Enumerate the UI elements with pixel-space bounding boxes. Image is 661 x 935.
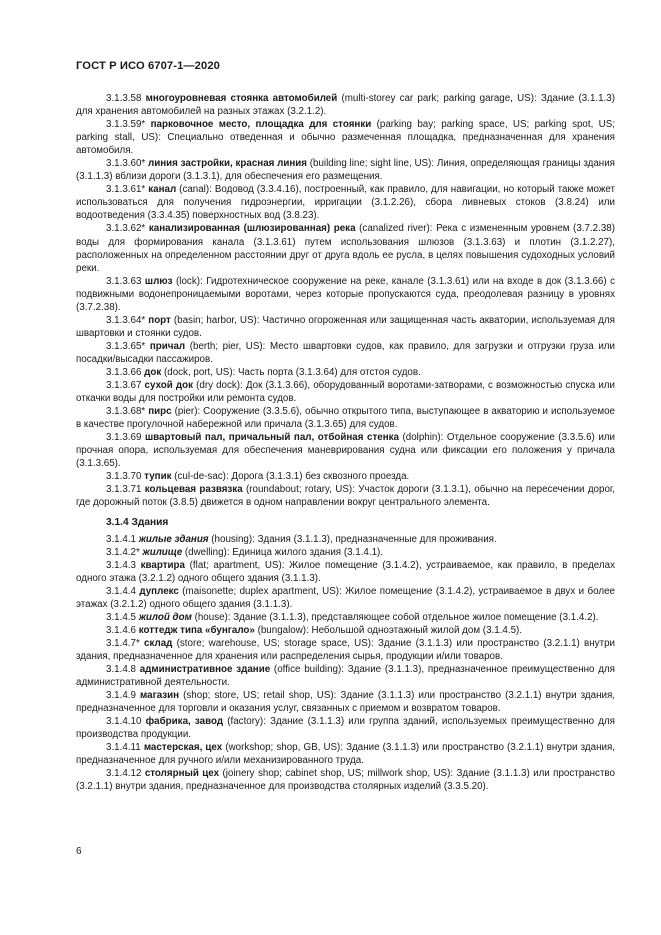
entry-number: 3.1.3.59* [106, 119, 146, 131]
definition-entry [76, 118, 615, 157]
document-body [76, 92, 615, 793]
entry-definition: (basin; harbor, US): Частично огороженная или защищенная часть акватории, используемая для швартовки и стоянки судов. [76, 314, 615, 339]
entry-term: канал [148, 184, 177, 196]
entry-term: магазин [140, 690, 180, 702]
definition-entry [76, 483, 615, 509]
entry-term: жилые здания [138, 533, 209, 545]
entry-definition: (joinery shop; cabinet shop, US; millwork shop, US): Здание (3.1.1.3) или пространство (3.2.1.1) внутри здания, предназначенное для производства столярных изделий (3.3.5.20). [76, 768, 615, 793]
entry-term: квартира [140, 559, 185, 571]
entry-definition: (lock): Гидротехническое сооружение на реке, канале (3.1.3.61) или на входе в док (3.1.3.66) с подвижными водонепроницаемыми воротами, через которые пропускаются суда, преодолевая разницу в уровнях (3.7.2.38). [76, 275, 615, 313]
entry-term: шлюз [144, 275, 173, 287]
entry-term: склад [144, 637, 173, 649]
entry-number: 3.1.3.71 [106, 484, 142, 496]
entry-definition: (maisonette; duplex apartment, US): Жилое помещение (3.1.4.2), устраиваемое в двух и более этажах (3.2.1.2) одного общего здания (3.1.1.3). [76, 585, 615, 610]
entry-definition: (office building): Здание (3.1.1.3), предназначенное преимущественно для административной деятельности. [76, 664, 615, 689]
entry-number: 3.1.4.6 [106, 624, 136, 636]
definition-entry [76, 741, 615, 767]
entry-number: 3.1.4.8 [106, 664, 136, 676]
entry-number: 3.1.4.12 [106, 768, 142, 780]
entry-definition: (store; warehouse, US; storage space, US): Здание (3.1.1.3) или пространство (3.2.1.1) внутри здания, предназначенное для хранения или распределения сырья, продукции и/или товаров. [76, 637, 615, 662]
entry-term: сухой док [144, 380, 193, 392]
entry-definition: (dock, port, US): Часть порта (3.1.3.64) для отстоя судов. [161, 366, 421, 378]
entry-number: 3.1.4.3 [106, 559, 136, 571]
entry-term: причал [149, 340, 186, 352]
entry-term: линия застройки, красная линия [148, 158, 308, 170]
definition-entry [76, 405, 615, 431]
entries-part-b [76, 533, 615, 794]
entry-definition: (bungalow): Небольшой одноэтажный жилой дом (3.1.4.5). [254, 624, 523, 636]
definition-entry [76, 637, 615, 663]
definition-entry [76, 663, 615, 689]
entry-term: мастерская, цех [143, 742, 223, 754]
entry-number: 3.1.4.7* [106, 637, 140, 649]
entry-number: 3.1.3.65* [106, 340, 146, 352]
entry-definition: (workshop; shop, GB, US): Здание (3.1.1.3) или пространство (3.2.1.1) внутри здания, предназначенное для ручного и/или механизированного труда. [76, 742, 615, 767]
definition-entry [76, 546, 615, 559]
entry-term: столярный цех [144, 768, 220, 780]
entry-definition: (roundabout; rotary, US): Участок дороги (3.1.3.1), обычно на пересечении дорог, где дорожный поток (3.8.5) движется в одном направлении вокруг центрального элемента. [76, 484, 615, 509]
entry-number: 3.1.3.64* [106, 314, 146, 326]
entry-definition: (multi-storey car park; parking garage, US): Здание (3.1.1.3) для хранения автомобилей на разных этажах (3.2.1.2). [76, 93, 615, 118]
definition-entry [76, 314, 615, 340]
entry-definition: (building line; sight line, US): Линия, определяющая границы здания (3.1.1.3) вблизи дороги (3.1.3.1), для обеспечения его размещения. [76, 158, 615, 183]
entry-number: 3.1.4.2* [106, 546, 140, 558]
entry-number: 3.1.3.62* [106, 223, 146, 235]
definition-entry [76, 366, 615, 379]
definition-entry [76, 611, 615, 624]
entry-number: 3.1.4.1 [106, 533, 136, 545]
entry-term: жилой дом [138, 611, 192, 623]
entry-definition: (pier): Сооружение (3.3.5.6), обычно открытого типа, выступающее в акваторию и используемое в качестве прогулочной набережной или причала (3.1.3.65) для судов. [76, 406, 615, 431]
entry-term: дуплекс [139, 585, 179, 597]
entry-number: 3.1.3.60* [106, 158, 146, 170]
entry-term: жилище [142, 546, 183, 558]
definition-entry [76, 533, 615, 546]
entry-number: 3.1.4.11 [106, 742, 141, 754]
entry-number: 3.1.4.5 [106, 611, 136, 623]
definition-entry [76, 624, 615, 637]
definition-entry [76, 379, 615, 405]
entry-term: тупик [144, 471, 172, 483]
entry-number: 3.1.4.10 [106, 716, 142, 728]
entry-number: 3.1.3.70 [106, 471, 142, 483]
entry-number: 3.1.3.68* [106, 406, 146, 418]
entry-definition: (dwelling): Единица жилого здания (3.1.4.1). [182, 546, 384, 558]
definition-entry [76, 559, 615, 585]
definition-entry [76, 715, 615, 741]
entries-part-a [76, 92, 615, 510]
entry-term: пирс [148, 406, 172, 418]
entry-definition: (housing): Здания (3.1.1.3), предназначенные для проживания. [208, 533, 497, 545]
definition-entry [76, 183, 615, 222]
definition-entry [76, 767, 615, 793]
definition-entry [76, 275, 615, 314]
entry-term: парковочное место, площадка для стоянки [150, 119, 372, 131]
definition-entry [76, 157, 615, 183]
entry-term: кольцевая развязка [144, 484, 243, 496]
section-title: 3.1.4 Здания [106, 516, 169, 528]
definition-entry [76, 431, 615, 470]
entry-definition: (parking bay; parking space, US; parking spot, US; parking stall, US): Специально отведенная и обычно размеченная площадка, предназначенная для хранения автомобиля. [76, 119, 616, 157]
entry-number: 3.1.3.67 [106, 380, 142, 392]
entry-term: порт [148, 314, 171, 326]
entry-definition: (factory): Здание (3.1.1.3) или группа зданий, используемых преимущественно для производства продукции. [76, 716, 615, 741]
entry-term: коттедж типа «бунгало» [138, 624, 255, 636]
entry-definition: (canalized river): Река с измененным уровнем (3.7.2.38) воды для формирования канала (3.1.3.61) путем использования шлюзов (3.1.3.63) и плотин (3.1.2.27), расположенных на определенном расстоянии друг от друга вдоль ее русла, в целях повышения судоходных условий реки. [76, 223, 615, 274]
entry-term: многоуровневая стоянка автомобилей [145, 93, 338, 104]
page-number: 6 [76, 846, 82, 857]
definition-entry [76, 222, 615, 274]
entry-definition: (dry dock): Док (3.1.3.66), оборудованный воротами-затворами, с возможностью спуска или откачки воды для постройки или ремонта судов. [76, 380, 615, 405]
entry-number: 3.1.4.9 [106, 690, 136, 702]
entry-number: 3.1.3.61* [106, 184, 146, 196]
entry-number: 3.1.3.63 [106, 275, 142, 287]
definition-entry [76, 585, 615, 611]
entry-term: фабрика, завод [145, 716, 224, 728]
entry-term: док [144, 366, 162, 378]
entry-number: 3.1.3.69 [106, 432, 142, 444]
definition-entry [76, 470, 615, 483]
definition-entry [76, 689, 615, 715]
entry-definition: (shop; store, US; retail shop, US): Здание (3.1.1.3) или пространство (3.2.1.1) внутри здания, предназначенное для торговли и оказания услуг, связанных с приемом и возвратом товаров. [76, 690, 615, 715]
entry-number: 3.1.3.66 [106, 366, 142, 378]
entry-definition: (house): Здание (3.1.1.3), представляющее собой отдельное жилое помещение (3.1.4.2). [191, 611, 599, 623]
entry-definition: (cul-de-sac): Дорога (3.1.3.1) без сквозного проезда. [171, 471, 410, 483]
entry-definition: (berth; pier, US): Место швартовки судов, как правило, для загрузки и отгрузки груза или посадки/высадки пассажиров. [76, 340, 615, 365]
entry-number: 3.1.4.4 [106, 585, 136, 597]
entry-number: 3.1.3.58 [106, 93, 142, 104]
definition-entry [76, 340, 615, 366]
document-header: ГОСТ Р ИСО 6707-1—2020 [76, 60, 220, 72]
entry-definition: (canal): Водовод (3.3.4.16), построенный, как правило, для навигации, но который также может использоваться для получения гидроэнергии, ирригации (3.1.2.26), сбора ливневых стоков (3.8.24) или водоотведения (3.3.4.35) поверхностных вод (3.8.23). [76, 184, 615, 222]
entry-term: административное здание [139, 664, 271, 676]
entry-definition: (dolphin): Отдельное сооружение (3.3.5.6) или прочная опора, используемая для обеспечения маневрирования судна или фиксации его положения у причала (3.1.3.65). [76, 432, 615, 470]
entry-term: швартовый пал, причальный пал, отбойная стенка [144, 432, 399, 444]
entry-term: канализированная (шлюзированная) река [148, 223, 356, 235]
entry-definition: (flat; apartment, US): Жилое помещение (3.1.4.2), устраиваемое, как правило, в пределах одного этажа (3.2.1.2) одного общего здания (3.1.1.3). [76, 559, 615, 584]
definition-entry [76, 92, 615, 118]
